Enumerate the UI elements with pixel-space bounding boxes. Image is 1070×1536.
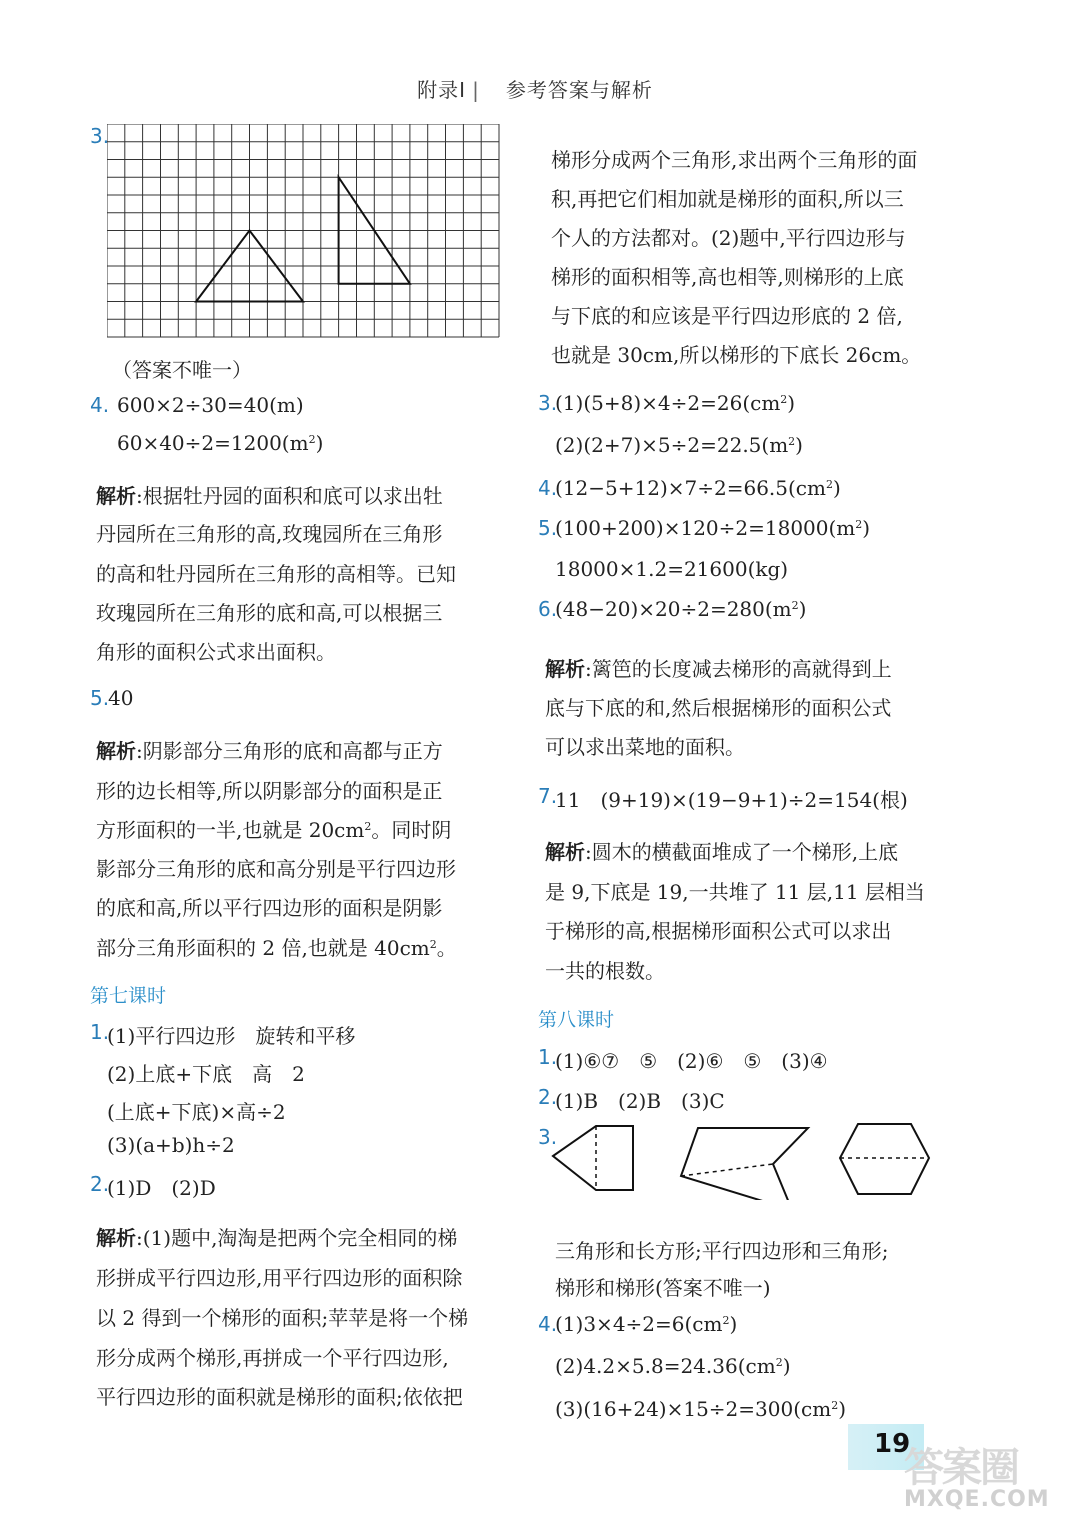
- shape-pentagon-arrow: [553, 1126, 633, 1190]
- q5-answer: 40: [108, 686, 134, 710]
- l7q2-answer: (1)D (2)D: [107, 1176, 216, 1200]
- page-header: [0, 74, 1070, 103]
- l7q1-line3: (上底+下底)×高÷2: [107, 1100, 286, 1124]
- l7q1-line4: (3)(a+b)h÷2: [107, 1133, 235, 1157]
- q4-line1: 600×2÷30=40(m): [117, 393, 304, 417]
- l8q2-number: 2.: [538, 1085, 558, 1109]
- analysis-label: 解析: [96, 484, 136, 508]
- analysis-label: 解析: [545, 840, 585, 864]
- r-q7-number: 7.: [538, 784, 558, 808]
- analysis-label: 解析: [545, 657, 585, 681]
- r-q3-number: 3.: [538, 391, 558, 415]
- header-appendix: 附录Ⅰ: [417, 78, 467, 102]
- header-title: 参考答案与解析: [505, 78, 653, 102]
- shape-quadrilateral: [681, 1128, 808, 1200]
- q5-number: 5.: [90, 686, 110, 710]
- r-q5-line2: 18000×1.2=21600(kg): [555, 557, 789, 581]
- r-q7-answer: 11 (9+19)×(19−9+1)÷2=154(根): [555, 788, 908, 812]
- l8q3-shapes-figure: [548, 1120, 968, 1200]
- q4-line2: $60\times 40\div 2=1200(m^2)$: [117, 431, 324, 455]
- analysis-label: 解析: [96, 739, 136, 763]
- watermark-url: MXQE.COM: [904, 1487, 1050, 1512]
- r-q4-number: 4.: [538, 476, 558, 500]
- l8q4-line1: $(1)3\times 4\div 2=6(cm^2)$: [555, 1312, 738, 1336]
- r-q5-number: 5.: [538, 516, 558, 540]
- l8q3-caption1: 三角形和长方形;平行四边形和三角形;: [555, 1239, 889, 1263]
- r-q6-number: 6.: [538, 597, 558, 621]
- l7q1-number: 1.: [90, 1020, 110, 1044]
- l8q1-answer: (1)⑥⑦ ⑤ (2)⑥ ⑤ (3)④: [555, 1049, 828, 1073]
- l8q3-caption2: 梯形和梯形(答案不唯一): [555, 1276, 771, 1300]
- l8q3-number: 3.: [538, 1125, 558, 1149]
- l7q2-number: 2.: [90, 1172, 110, 1196]
- analysis-label: 解析: [96, 1226, 136, 1250]
- l8q1-number: 1.: [538, 1045, 558, 1069]
- lesson-8-heading: 第八课时: [538, 1009, 615, 1031]
- r-q4-answer: $(12-5+12)\times 7\div 2=66.5(cm^2)$: [555, 476, 841, 500]
- page-number: 19: [874, 1429, 911, 1459]
- q3-number: 3.: [90, 124, 110, 148]
- r-q3-line2: $(2)(2+7)\times 5\div 2=22.5(m^2)$: [555, 433, 803, 457]
- l8q2-answer: (1)B (2)B (3)C: [555, 1089, 725, 1113]
- q3-grid-figure: [107, 124, 502, 338]
- header-separator: |: [472, 78, 480, 102]
- q4-number: 4.: [90, 393, 110, 417]
- lesson-7-heading: 第七课时: [90, 985, 167, 1007]
- l8q4-line2: $(2)4.2\times 5.8=24.36(cm^2)$: [555, 1354, 791, 1378]
- q3-note: （答案不唯一）: [112, 358, 252, 382]
- watermark: [904, 1436, 1050, 1512]
- l7q1-line1: (1)平行四边形 旋转和平移: [107, 1024, 356, 1048]
- r-q5-line1: $(100+200)\times 120\div 2=18000(m^2)$: [555, 516, 871, 540]
- l8q4-line3: $(3)(16+24)\times 15\div 2=300(cm^2)$: [555, 1397, 846, 1421]
- l7q1-line2: (2)上底+下底 高 2: [107, 1062, 305, 1086]
- l8q4-number: 4.: [538, 1312, 558, 1336]
- r-q3-line1: $(1)(5+8)\times 4\div 2=26(cm^2)$: [555, 391, 796, 415]
- shape-hexagon: [840, 1124, 929, 1194]
- r-q6-answer: $(48-20)\times 20\div 2=280(m^2)$: [555, 597, 807, 621]
- watermark-text: 答案圈: [904, 1445, 1018, 1491]
